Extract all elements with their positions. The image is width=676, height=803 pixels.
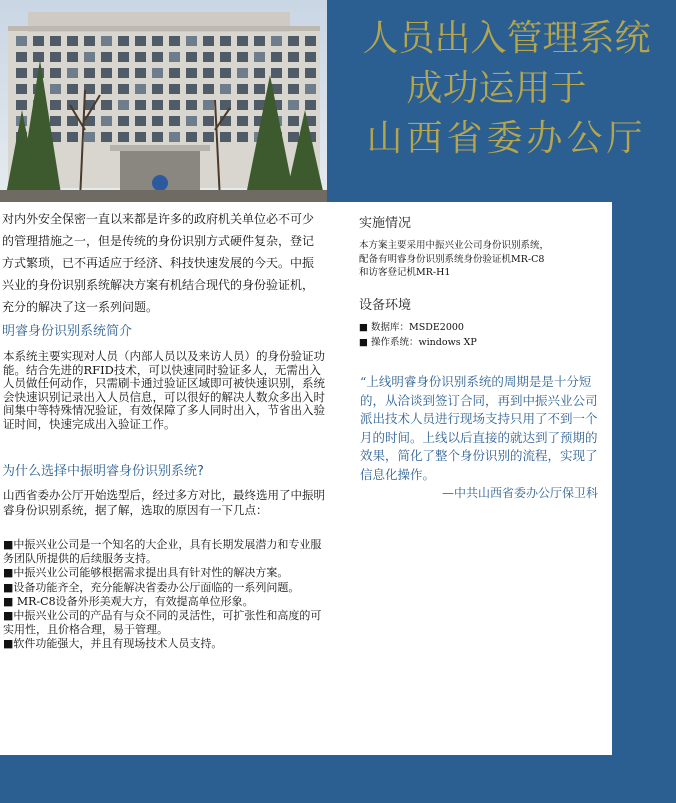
footer-band xyxy=(0,755,676,803)
environment-item-os: ■ 操作系统：windows XP xyxy=(359,337,477,348)
list-item: ■中振兴业公司能够根据需求提出具有针对性的解决方案。 xyxy=(3,566,289,580)
sidebar-info xyxy=(359,212,605,350)
list-item: ■软件功能强大，并且有现场技术人员支持。 xyxy=(3,637,223,651)
page-title xyxy=(337,14,676,164)
title-line-1: 人员出入管理系统 xyxy=(362,18,651,59)
title-line-2: 成功运用于 xyxy=(406,68,587,109)
environment-heading: 设备环境 xyxy=(359,297,412,313)
intro-paragraph: 对内外安全保密一直以来都是许多的政府机关单位必不可少的管理措施之一，但是传统的身份识别方式硬件复杂，登记方式繁琐，已不再适应于经济、科技快速发展的今天。中振兴业的身份识别系统解决方案有机结合现代的身份验证机，充分的解决了这一系列问题。 xyxy=(2,212,315,314)
title-line-3: 山西省委办公厅 xyxy=(366,118,647,159)
reasons-list xyxy=(3,538,328,652)
section-heading-why: 为什么选择中振明睿身份识别系统? xyxy=(2,464,204,479)
list-item: ■ MR-C8设备外形美观大方，有效提高单位形象。 xyxy=(3,594,254,608)
implementation-text: 本方案主要采用中振兴业公司身份识别系统，配备有明睿身份识别系统身份验证机MR-C8和访客登记机MR-H1 xyxy=(359,240,550,278)
right-border-band xyxy=(612,202,676,803)
list-item: ■设备功能齐全，充分能解决省委办公厅面临的一系列问题。 xyxy=(3,580,300,594)
building-photo xyxy=(0,0,327,202)
list-item: ■中振兴业公司的产品有与众不同的灵活性，可扩张性和高度的可实用性，且价格合理，易于管理。 xyxy=(3,609,322,637)
implementation-heading: 实施情况 xyxy=(359,216,412,231)
overview-paragraph: 本系统主要实现对人员（内部人员以及来访人员）的身份验证功能。结合先进的RFID技术，可以快速同时验证多人，无需出入人员做任何动作，只需刷卡通过验证区域即可被快速识别，系统会快速识别记录出入人员信息，可以很好的解决人数众多出入时间集中等特殊情况验证，有效保障了多人同时出入，节省出入验证时间，快速完成出入验证工作。 xyxy=(3,349,325,431)
customer-quote: “上线明睿身份识别系统的周期是是十分短的，从洽谈到签订合同，再到中振兴业公司派出技术人员进行现场支持只用了不到一个月的时间。上线以后直接的就达到了预期的效果，简化了整个身份识别的流程，实现了信息化操作。 xyxy=(360,374,598,482)
list-item: ■中振兴业公司是一个知名的大企业，具有长期发展潜力和专业服务团队所提供的后续服务支持。 xyxy=(3,538,322,566)
quote-signature: —中共山西省委办公厅保卫科 xyxy=(441,486,598,500)
section-heading-overview: 明睿身份识别系统简介 xyxy=(2,324,133,339)
why-paragraph: 山西省委办公厅开始选型后，经过多方对比，最终选用了中振明睿身份识别系统，据了解，选取的原因有一下几点： xyxy=(3,488,325,517)
environment-item-db: ■ 数据库：MSDE2000 xyxy=(359,321,464,333)
